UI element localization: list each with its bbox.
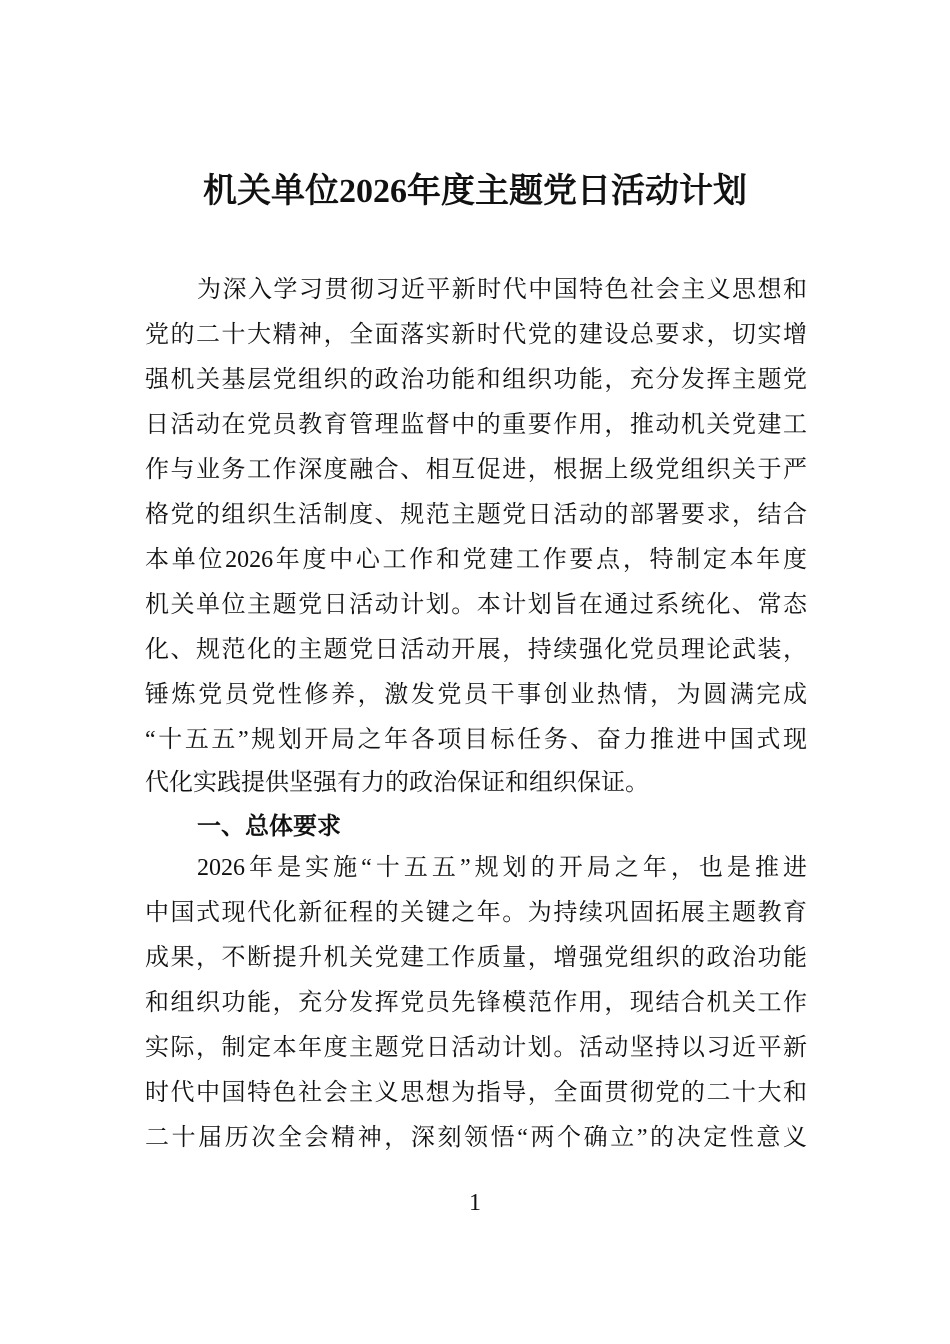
text-line: “十五五”规划开局之年各项目标任务、奋力推进中国式现 [145, 727, 807, 753]
text-line: 中国式现代化新征程的关键之年。为持续巩固拓展主题教育 [145, 900, 807, 926]
text-line: 党的二十大精神，全面落实新时代党的建设总要求，切实增 [145, 322, 807, 348]
text-line: 为深入学习贯彻习近平新时代中国特色社会主义思想和 [197, 277, 807, 303]
text-line: 机关单位主题党日活动计划。本计划旨在通过系统化、常态 [145, 592, 807, 618]
text-line: 作与业务工作深度融合、相互促进，根据上级党组织关于严 [145, 457, 807, 483]
text-line: 格党的组织生活制度、规范主题党日活动的部署要求，结合 [145, 502, 807, 528]
page-number: 1 [469, 1190, 481, 1216]
text-line: 日活动在党员教育管理监督中的重要作用，推动机关党建工 [145, 412, 807, 438]
text-line: 本单位2026年度中心工作和党建工作要点，特制定本年度 [145, 547, 807, 573]
text-line: 化、规范化的主题党日活动开展，持续强化党员理论武装， [145, 637, 807, 663]
text-line: 代化实践提供坚强有力的政治保证和组织保证。 [145, 770, 649, 796]
text-line: 时代中国特色社会主义思想为指导，全面贯彻党的二十大和 [145, 1080, 807, 1106]
document-title: 机关单位2026年度主题党日活动计划 [203, 173, 747, 210]
text-line: 和组织功能，充分发挥党员先锋模范作用，现结合机关工作 [145, 990, 807, 1016]
text-line: 锤炼党员党性修养，激发党员干事创业热情，为圆满完成 [145, 682, 807, 708]
text-line: 2026年是实施“十五五”规划的开局之年，也是推进 [197, 855, 807, 881]
text-line: 实际，制定本年度主题党日活动计划。活动坚持以习近平新 [145, 1035, 807, 1061]
section-heading: 一、总体要求 [197, 812, 341, 840]
text-line: 强机关基层党组织的政治功能和组织功能，充分发挥主题党 [145, 367, 807, 393]
text-line: 二十届历次全会精神，深刻领悟“两个确立”的决定性意义 [145, 1125, 807, 1151]
text-line: 成果，不断提升机关党建工作质量，增强党组织的政治功能 [145, 945, 807, 971]
